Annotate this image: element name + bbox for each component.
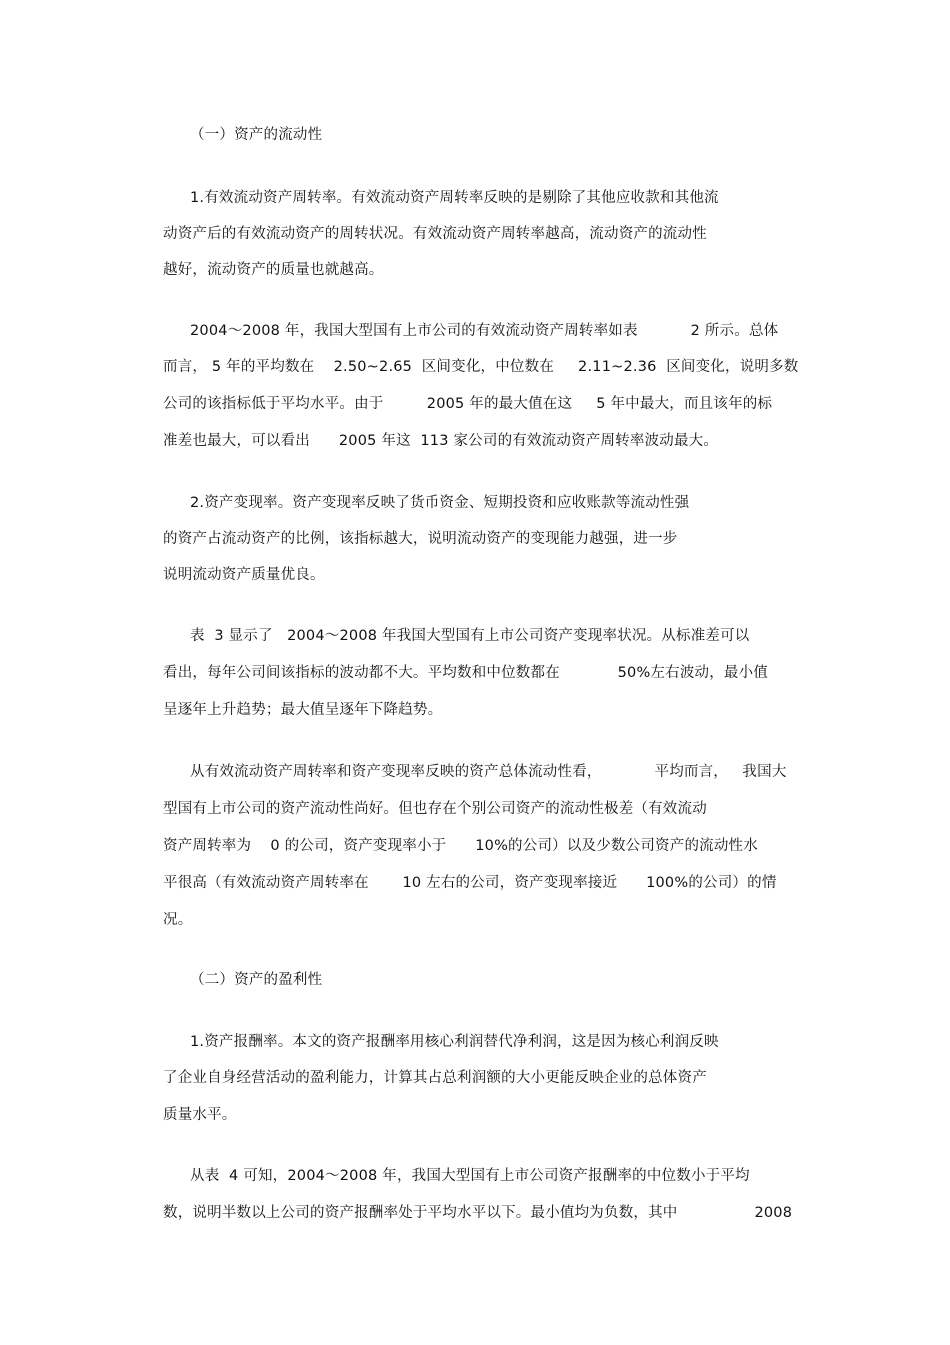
paragraph-line: 看出，每年公司间该指标的波动都不大。平均数和中位数都在 50%左右波动，最小值 [163, 665, 769, 681]
paragraph-line: 呈逐年上升趋势；最大值呈逐年下降趋势。 [163, 702, 443, 718]
section-heading-profitability: （二）资产的盈利性 [190, 972, 323, 988]
paragraph-line: 数，说明半数以上公司的资产报酬率处于平均水平以下。最小值均为负数，其中 2008 [163, 1205, 793, 1221]
paragraph-line: 准差也最大，可以看出 2005 年这 113 家公司的有效流动资产周转率波动最大。 [163, 433, 719, 449]
paragraph-line: 说明流动资产质量优良。 [163, 567, 325, 583]
paragraph-line: 从有效流动资产周转率和资产变现率反映的资产总体流动性看， 平均而言， 我国大 [190, 764, 787, 780]
paragraph-line: 型国有上市公司的资产流动性尚好。但也存在个别公司资产的流动性极差（有效流动 [163, 801, 707, 817]
paragraph-line: 从表 4 可知，2004～2008 年，我国大型国有上市公司资产报酬率的中位数小于平均 [190, 1168, 750, 1184]
paragraph-line: 况。 [163, 912, 193, 928]
paragraph-line: 表 3 显示了 2004～2008 年我国大型国有上市公司资产变现率状况。从标准差可以 [190, 628, 750, 644]
paragraph-line: 的资产占流动资产的比例，该指标越大，说明流动资产的变现能力越强，进一步 [163, 531, 678, 547]
paragraph-line: 1.资产报酬率。本文的资产报酬率用核心利润替代净利润，这是因为核心利润反映 [190, 1034, 719, 1050]
paragraph-line: 平很高（有效流动资产周转率在 10 左右的公司，资产变现率接近 100%的公司）的情 [163, 875, 777, 891]
paragraph-line: 质量水平。 [163, 1107, 237, 1123]
paragraph-line: 而言， 5 年的平均数在 2.50~2.65 区间变化，中位数在 2.11~2.36 区间变化，说明多数 [163, 359, 799, 375]
paragraph-line: 公司的该指标低于平均水平。由于 2005 年的最大值在这 5 年中最大，而且该年的标 [163, 396, 773, 412]
paragraph-line: 资产周转率为 0 的公司，资产变现率小于 10%的公司）以及少数公司资产的流动性水 [163, 838, 758, 854]
paragraph-line: 了企业自身经营活动的盈利能力，计算其占总利润额的大小更能反映企业的总体资产 [163, 1070, 707, 1086]
paragraph-line: 2004～2008 年，我国大型国有上市公司的有效流动资产周转率如表 2 所示。总体 [190, 323, 779, 339]
paragraph-line: 越好，流动资产的质量也就越高。 [163, 262, 384, 278]
section-heading-liquidity: （一）资产的流动性 [190, 127, 323, 143]
paragraph-line: 2.资产变现率。资产变现率反映了货币资金、短期投资和应收账款等流动性强 [190, 495, 690, 511]
paragraph-line: 动资产后的有效流动资产的周转状况。有效流动资产周转率越高，流动资产的流动性 [163, 226, 707, 242]
paragraph-line: 1.有效流动资产周转率。有效流动资产周转率反映的是剔除了其他应收款和其他流 [190, 190, 719, 206]
